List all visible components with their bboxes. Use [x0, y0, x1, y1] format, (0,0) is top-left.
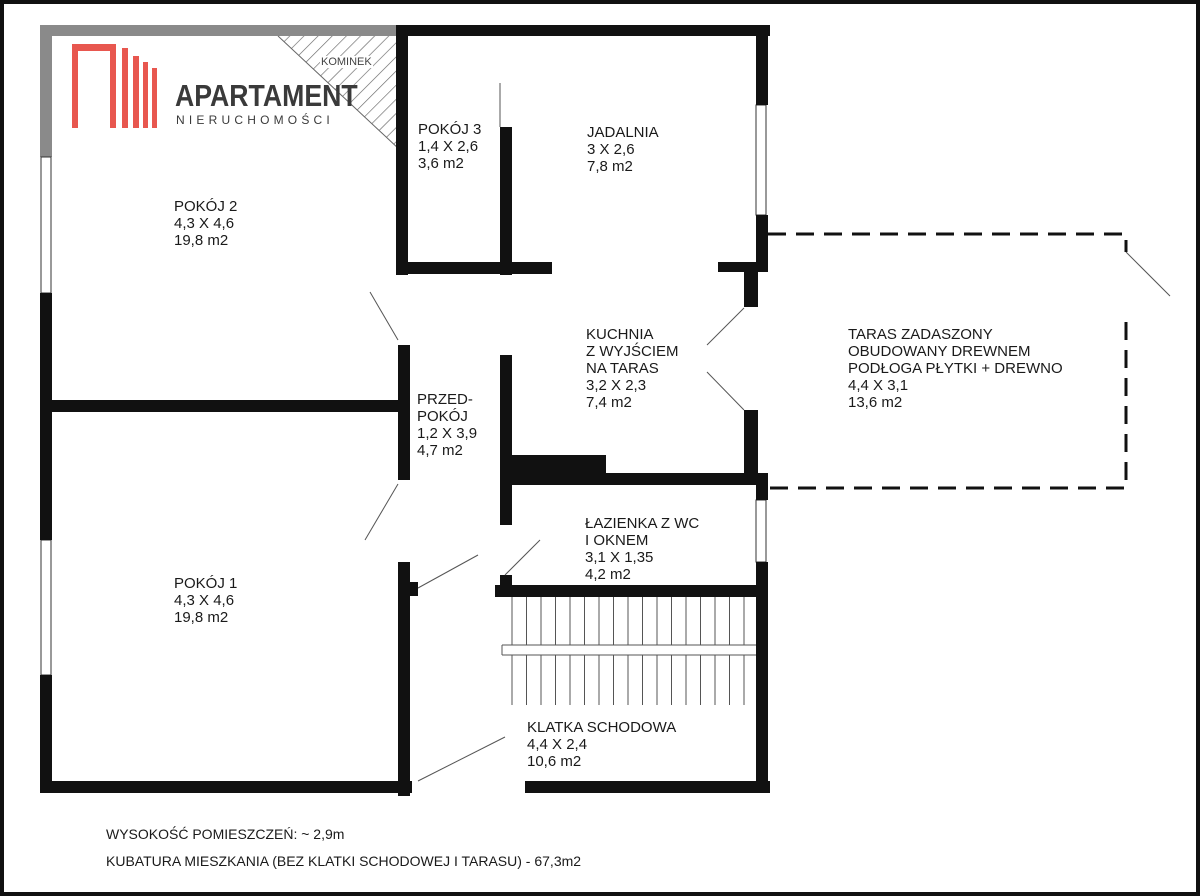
room-dimensions: 3,2 X 2,3 — [586, 377, 647, 394]
staircase — [502, 597, 756, 705]
room-area: 4,2 m2 — [585, 566, 631, 583]
room-label-pokoj3 — [418, 121, 481, 172]
room-label-klatka — [527, 719, 676, 770]
room-name: POKÓJ 3 — [418, 121, 482, 138]
room-name: TARAS ZADASZONY — [848, 326, 993, 343]
room-area: 7,4 m2 — [586, 394, 632, 411]
room-name-line2: Z WYJŚCIEM — [586, 343, 679, 360]
room-name-line2: OBUDOWANY DREWNEM — [848, 343, 1031, 360]
room-dimensions: 4,4 X 3,1 — [848, 377, 909, 394]
room-label-jadalnia — [587, 124, 659, 175]
footer-volume-note: KUBATURA MIESZKANIA (BEZ KLATKI SCHODOWEJ I TARASU) - 67,3m2 — [106, 853, 582, 869]
room-name: POKÓJ 2 — [174, 198, 238, 215]
room-label-taras — [848, 326, 1063, 411]
room-area: 13,6 m2 — [848, 394, 903, 411]
room-description: PODŁOGA PŁYTKI + DREWNO — [848, 360, 1063, 377]
brand-name: APARTAMENT — [175, 78, 358, 113]
room-area: 4,7 m2 — [417, 442, 463, 459]
room-dimensions: 4,3 X 4,6 — [174, 215, 235, 232]
room-name: KLATKA SCHODOWA — [527, 719, 677, 736]
room-dimensions: 4,3 X 4,6 — [174, 592, 235, 609]
fireplace-label: KOMINEK — [321, 56, 372, 68]
room-dimensions: 4,4 X 2,4 — [527, 736, 588, 753]
room-area: 19,8 m2 — [174, 232, 229, 249]
room-label-kuchnia — [586, 326, 679, 411]
brand-logo-icon — [72, 44, 157, 128]
room-label-pokoj1 — [174, 575, 237, 626]
room-name-line2: POKÓJ — [417, 408, 468, 425]
room-name: JADALNIA — [587, 124, 659, 141]
room-dimensions: 1,4 X 2,6 — [418, 138, 479, 155]
room-label-przedpokoj — [417, 391, 477, 459]
room-name: KUCHNIA — [586, 326, 654, 343]
room-area: 3,6 m2 — [418, 155, 464, 172]
room-area: 19,8 m2 — [174, 609, 229, 626]
room-area: 10,6 m2 — [527, 753, 582, 770]
room-dimensions: 1,2 X 3,9 — [417, 425, 478, 442]
room-name-line2: I OKNEM — [585, 532, 649, 549]
brand-subtitle: NIERUCHOMOŚCI — [176, 113, 334, 127]
room-label-pokoj2 — [174, 198, 237, 249]
room-dimensions: 3 X 2,6 — [587, 141, 635, 158]
room-area: 7,8 m2 — [587, 158, 633, 175]
room-name-line3: NA TARAS — [586, 360, 659, 377]
room-name: POKÓJ 1 — [174, 575, 238, 592]
room-name: ŁAZIENKA Z WC — [585, 515, 700, 532]
room-dimensions: 3,1 X 1,35 — [585, 549, 654, 566]
footer-height-note: WYSOKOŚĆ POMIESZCZEŃ: ~ 2,9m — [106, 826, 345, 842]
room-name: PRZED- — [417, 391, 473, 408]
room-label-lazienka — [585, 515, 699, 583]
